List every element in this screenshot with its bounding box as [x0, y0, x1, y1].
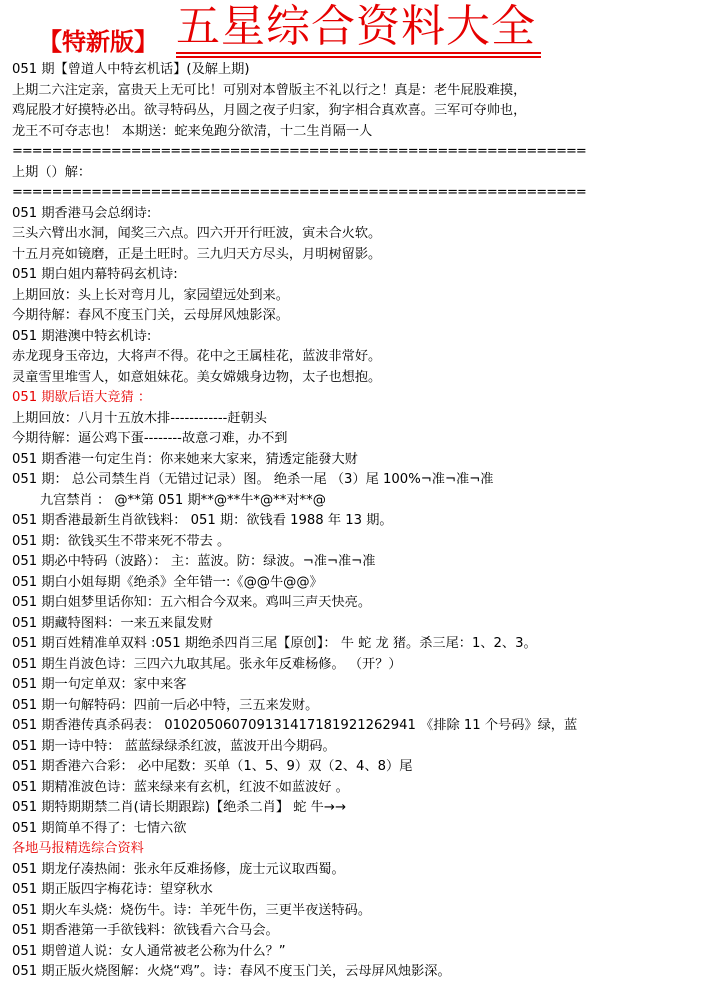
- text-line: 赤龙现身玉帝边，大将声不得。花中之王属桂花，蓝波非常好。: [12, 349, 382, 364]
- text-line: 各地马报精选综合资料: [12, 841, 144, 856]
- text-line: 051 期港澳中特玄机诗:: [12, 328, 152, 344]
- text-line: 051 期生肖波色诗：三四六九取其尾。张永年反难杨修。 （开？）: [12, 656, 402, 672]
- text-line: 051 期香港第一手欲钱料：欲钱看六合马会。: [12, 923, 279, 938]
- text-line: 龙王不可夺志也！ 本期送：蛇来兔跑分欲清，十二生肖隔一人: [12, 123, 373, 139]
- separator-line: ==========================================================: [12, 185, 586, 200]
- text-line: 051 期香港六合彩： 必中尾数：买单（1、5、9）双（2、4、8）尾: [12, 759, 413, 774]
- text-line: 051 期正版四字梅花诗：望穿秋水: [12, 882, 213, 897]
- text-line: 十五月亮如镜磨，正是土旺时。三九归天方尽头，月明树留影。: [12, 246, 382, 262]
- text-line: 051 期： 总公司禁生肖（无错过记录）图。 绝杀一尾 （3）尾 100%¬准¬准¬准: [12, 472, 494, 487]
- text-line: 051 期白小姐每期《绝杀》全年错一:《@@牛@@》: [12, 574, 323, 590]
- text-line: 上期回放：八月十五放木排------------赶朝头: [12, 410, 267, 426]
- text-line: 051 期香港马会总纲诗:: [12, 205, 152, 221]
- text-line: 051 期：欲钱买生不带来死不带去 。: [12, 533, 231, 549]
- text-line: 上期回放：头上长对弯月儿，家园望远处到来。: [12, 287, 289, 303]
- text-line: 今期待解：春风不度玉门关，云母屏风烛影深。: [12, 308, 289, 323]
- text-line: 051 期简单不得了：七情六欲: [12, 820, 187, 836]
- text-line: 灵童雪里堆雪人，如意姐妹花。美女嫦娥身边物，太子也想抱。: [12, 369, 382, 385]
- text-line: 051 期白姐梦里话你知：五六相合今双来。鸡叫三声天快亮。: [12, 595, 372, 610]
- text-line: 051 期必中特码（波路）： 主：蓝波。防：绿波。¬准¬准¬准: [12, 554, 376, 569]
- text-line: 今期待解：逼公鸡下蛋--------故意刁难，办不到: [12, 431, 288, 446]
- text-line: 三头六臂出水洞，闻奖三六点。四六开开行旺波，寅未合火软。: [12, 226, 382, 241]
- text-line: 051 期一句定单双：家中来客: [12, 677, 187, 692]
- text-line: 051 期香港传真杀码表： 0102050607091314171819212629​41 《排除 11 个号码》绿，蓝: [12, 718, 578, 733]
- text-line: 051 期龙仔凑热闹：张永年反难扬修，庞士元议取西蜀。: [12, 861, 345, 877]
- text-line: 051 期百姓精准单双料 :051 期绝杀四肖三尾【原创】： 牛 蛇 龙 猪。杀三尾：1、2、3。: [12, 636, 537, 651]
- content-lines: [12, 60, 712, 983]
- text-line: 051 期一诗中特： 蓝蓝绿绿杀红波，蓝波开出今期码。: [12, 738, 336, 754]
- title-underline: [176, 52, 541, 54]
- text-line: 上期（）解：: [12, 164, 92, 180]
- title-underline: [176, 56, 541, 58]
- text-line: 051 期歇后语大竞猜 ：: [12, 390, 152, 405]
- edition-badge: 【特新版】: [38, 27, 158, 56]
- text-line: 九宫禁肖 ： @**第 051 期**@**牛*@**对**@: [40, 492, 326, 508]
- text-line: 051 期特期期禁二肖(请长期跟踪)【绝杀二肖】 蛇 牛→→: [12, 800, 346, 815]
- text-line: 051 期火车头烧：烧伤牛。诗：羊死牛伤，三更半夜送特码。: [12, 902, 372, 918]
- text-line: 051 期香港一句定生肖：你来她来大家来，猜透定能發大财: [12, 451, 358, 467]
- text-line: 鸡屁股才好摸特必出。欲寻特码丛，月圆之夜子归家，狗字相合真欢喜。三军可夺帅也，: [12, 103, 527, 118]
- text-line: 051 期白姐内幕特码玄机诗:: [12, 267, 178, 282]
- text-line: 上期二六注定亲，富贵天上无可比！可别对本曾版主不礼以行之！真是：老牛屁股难摸，: [12, 82, 527, 98]
- document-header: [0, 0, 713, 58]
- text-line: 051 期精准波色诗：蓝来绿来有玄机，红波不如蓝波好 。: [12, 779, 349, 795]
- text-line: 051 期香港最新生肖欲钱料： 051 期：欲钱看 1988 年 13 期。: [12, 513, 393, 528]
- text-line: 051 期正版火烧图解：火烧“鸡”。诗：春风不度玉门关，云母屏风烛影深。: [12, 964, 451, 979]
- document-title: 五星综合资料大全: [176, 1, 536, 52]
- text-line: 051 期【曾道人中特玄机话】(及解上期): [12, 62, 250, 77]
- text-line: 051 期一句解特码：四前一后必中特，三五来发财。: [12, 697, 319, 713]
- text-line: 051 期曾道人说：女人通常被老公称为什么？”: [12, 943, 286, 959]
- separator-line: ==========================================================: [12, 144, 586, 159]
- text-line: 051 期藏特图料：一来五来鼠发财: [12, 615, 213, 631]
